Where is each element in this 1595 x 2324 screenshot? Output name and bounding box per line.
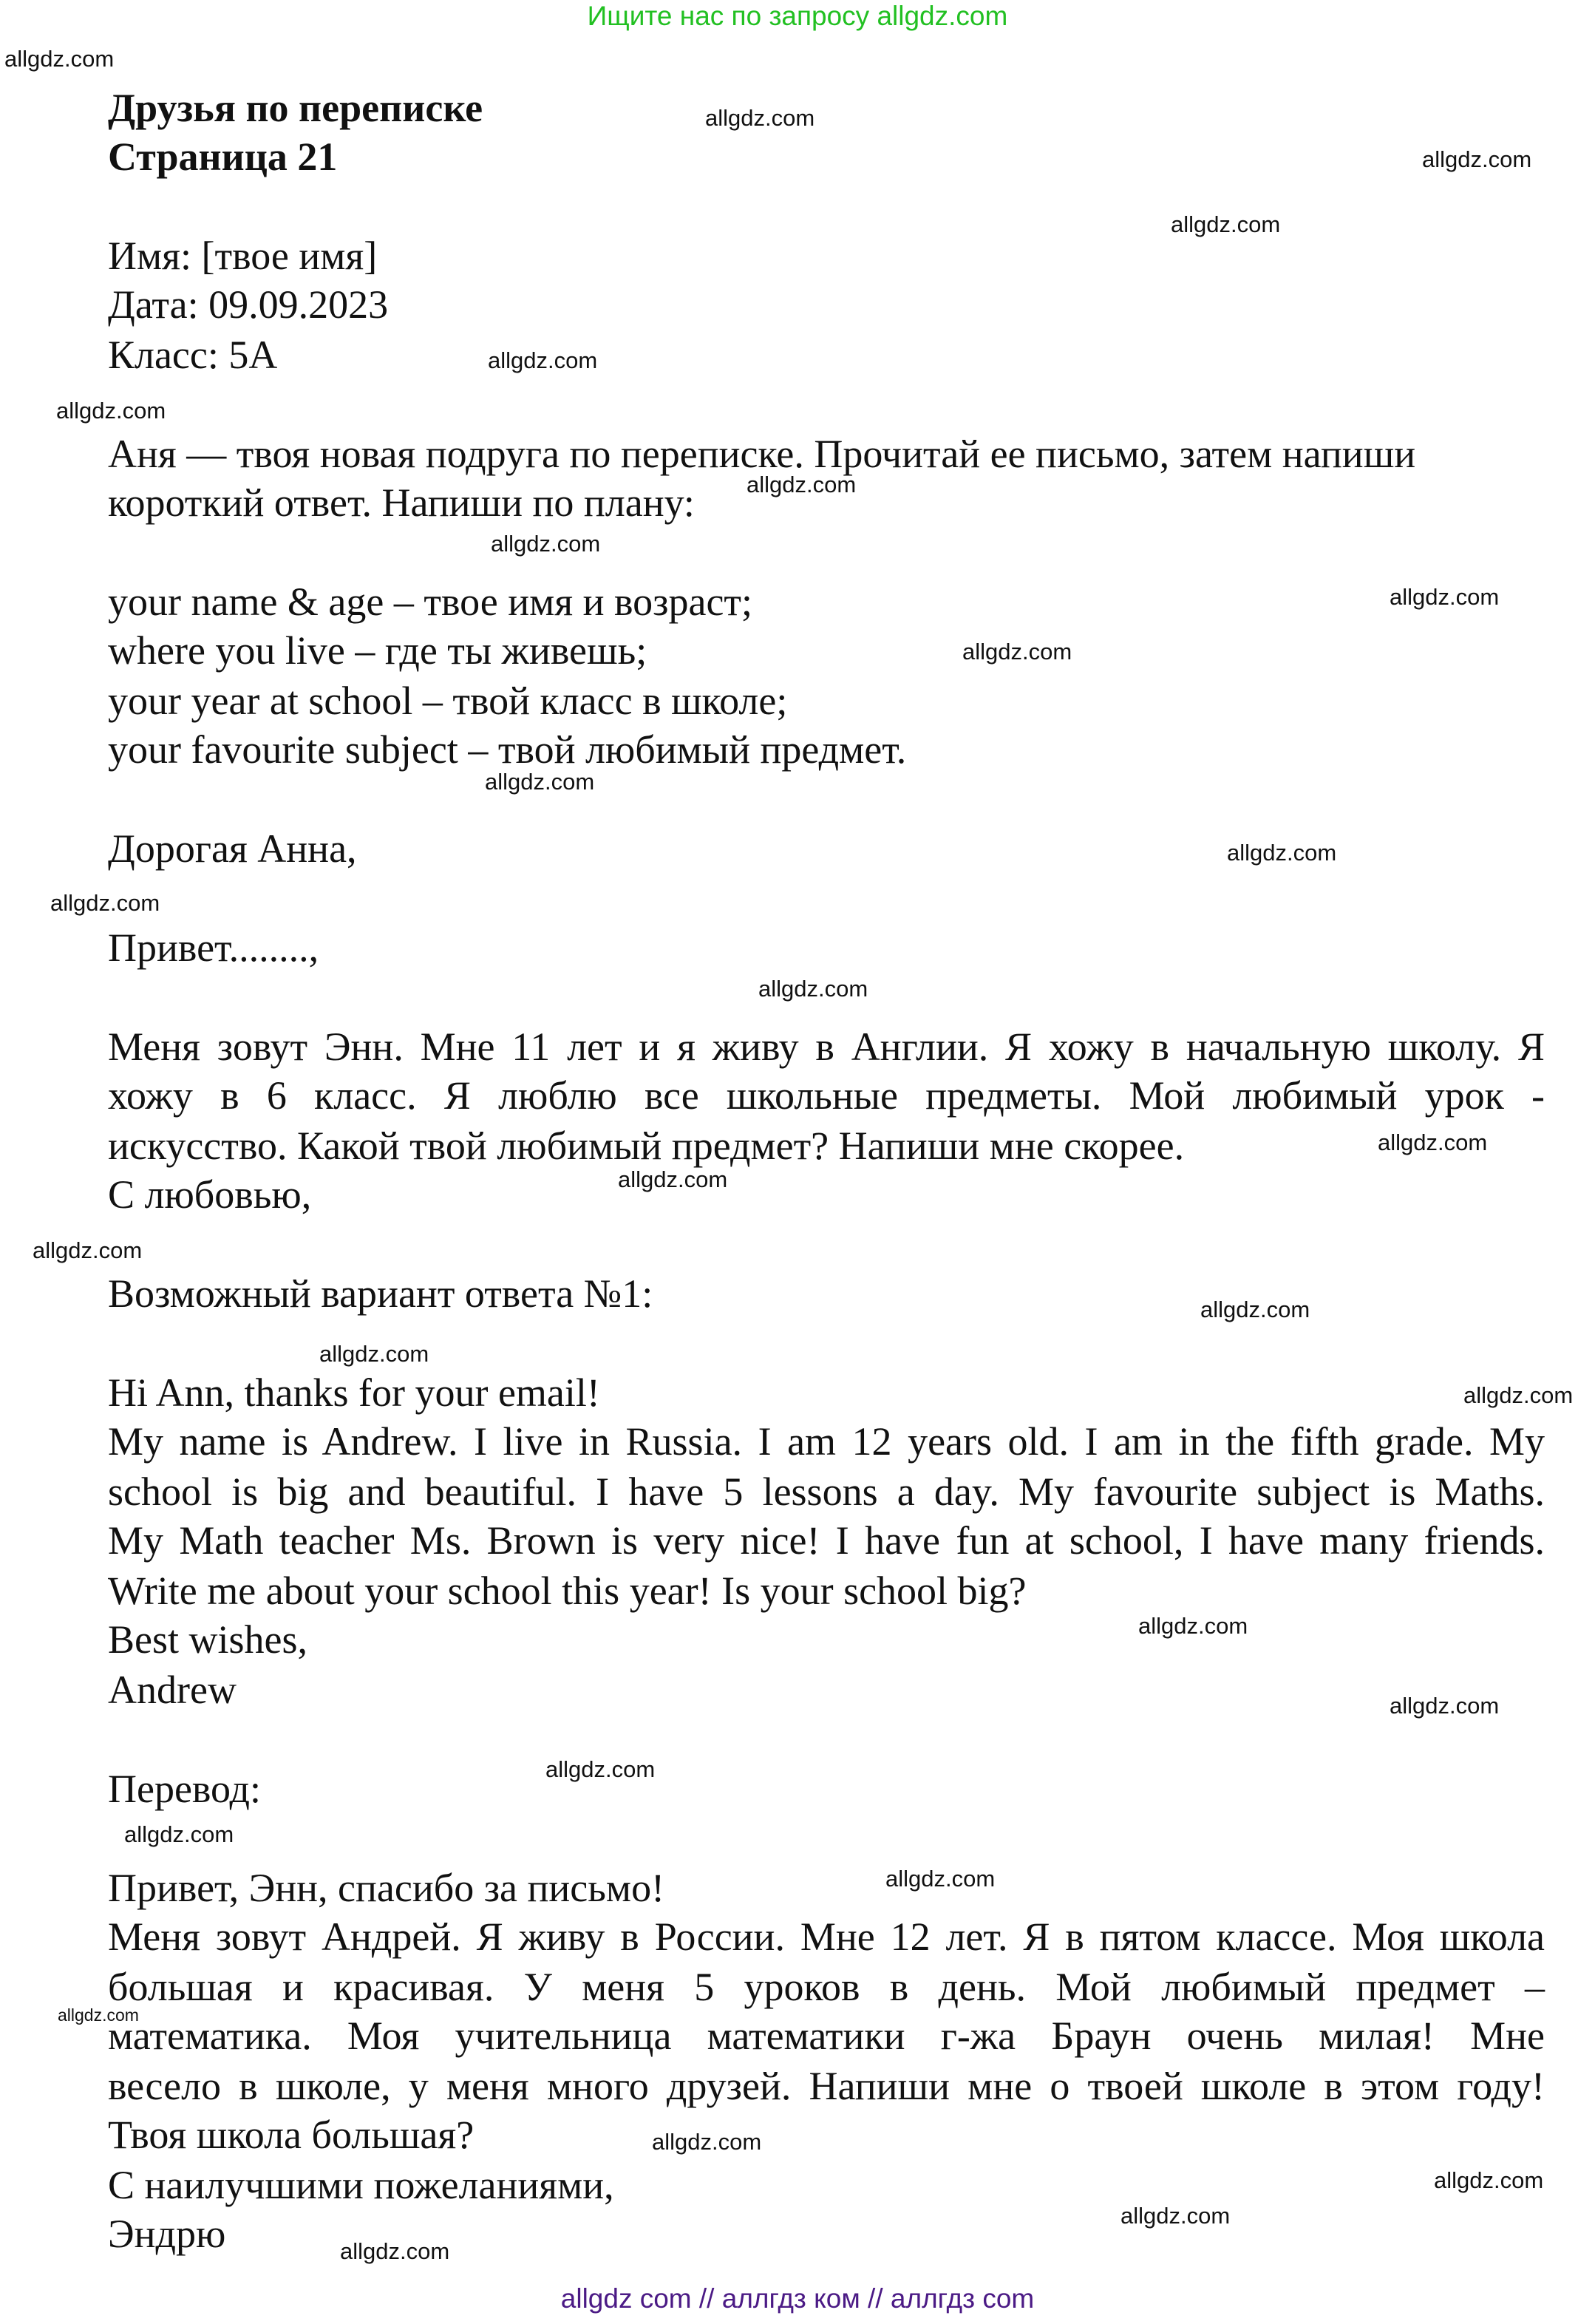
info-name: Имя: [твое имя] xyxy=(108,234,378,278)
translation-line: математика. Моя учительница математики г-жа Браун очень милая! Мне xyxy=(108,2014,1545,2058)
watermark: allgdz.com xyxy=(488,347,598,373)
watermark: allgdz.com xyxy=(747,472,857,497)
letter-hello: Привет........, xyxy=(108,925,319,970)
letter-greeting: Дорогая Анна, xyxy=(108,826,357,871)
watermark: allgdz.com xyxy=(545,1756,656,1782)
watermark: allgdz.com xyxy=(1171,211,1281,237)
watermark: allgdz.com xyxy=(758,976,868,1002)
watermark: allgdz.com xyxy=(885,1866,996,1892)
header-banner[interactable]: Ищите нас по запросу allgdz.com xyxy=(587,1,1008,31)
watermark: allgdz.com xyxy=(1422,146,1532,172)
letter-line: Меня зовут Энн. Мне 11 лет и я живу в Англии. Я хожу в начальную школу. Я xyxy=(108,1025,1545,1069)
answer-line: Write me about your school this year! Is your school big? xyxy=(108,1569,1027,1613)
watermark: allgdz.com xyxy=(1200,1297,1310,1322)
translation-line: Эндрю xyxy=(108,2212,226,2256)
watermark: allgdz.com xyxy=(1138,1613,1248,1639)
plan-item: your year at school – твой класс в школе; xyxy=(108,679,788,723)
info-class: Класс: 5А xyxy=(108,333,278,377)
footer-links[interactable]: allgdz com // аллгдз ком // аллгдз com xyxy=(560,2283,1035,2314)
watermark: allgdz.com xyxy=(652,2129,762,2155)
answer-heading: Возможный вариант ответа №1: xyxy=(108,1271,653,1316)
watermark: allgdz.com xyxy=(50,890,160,916)
watermark: allgdz.com xyxy=(1463,1382,1574,1408)
watermark: allgdz.com xyxy=(962,639,1072,665)
translation-line: весело в школе, у меня много друзей. Напиши мне о твоей школе в этом году! xyxy=(108,2064,1545,2108)
answer-line: school is big and beautiful. I have 5 lessons a day. My favourite subject is Maths. xyxy=(108,1470,1545,1514)
letter-line: хожу в 6 класс. Я люблю все школьные предметы. Мой любимый урок - xyxy=(108,1073,1545,1118)
watermark: allgdz.com xyxy=(491,531,601,557)
plan-item: your name & age – твое имя и возраст; xyxy=(108,580,753,624)
translation-line: Привет, Энн, спасибо за письмо! xyxy=(108,1866,665,1910)
translation-line: Твоя школа большая? xyxy=(108,2113,475,2157)
letter-closing: С любовью, xyxy=(108,1172,312,1217)
task-line: Аня — твоя новая подруга по переписке. Прочитай ее письмо, затем напиши xyxy=(108,432,1416,476)
watermark: allgdz.com xyxy=(485,769,595,795)
watermark: allgdz.com xyxy=(1390,1693,1500,1719)
translation-line: большая и красивая. У меня 5 уроков в день. Мой любимый предмет – xyxy=(108,1965,1545,2009)
answer-line: Andrew xyxy=(108,1668,237,1712)
watermark: allgdz.com xyxy=(4,46,115,72)
document-title: Друзья по переписке xyxy=(108,86,483,130)
info-date: Дата: 09.09.2023 xyxy=(108,282,389,327)
answer-line: Hi Ann, thanks for your email! xyxy=(108,1370,600,1415)
translation-line: С наилучшими пожеланиями, xyxy=(108,2163,614,2207)
watermark: allgdz.com xyxy=(1227,840,1337,866)
watermark: allgdz.com xyxy=(56,398,166,424)
answer-line: My Math teacher Ms. Brown is very nice! I have fun at school, I have many friends. xyxy=(108,1518,1545,1563)
watermark: allgdz.com xyxy=(1390,584,1500,610)
watermark: allgdz.com xyxy=(58,2005,139,2025)
watermark: allgdz.com xyxy=(618,1166,728,1192)
watermark: allgdz.com xyxy=(319,1341,429,1367)
task-line: короткий ответ. Напиши по плану: xyxy=(108,480,695,525)
plan-item: where you live – где ты живешь; xyxy=(108,628,647,673)
watermark: allgdz.com xyxy=(705,105,815,131)
watermark: allgdz.com xyxy=(1120,2203,1231,2229)
translation-heading: Перевод: xyxy=(108,1767,261,1811)
answer-line: My name is Andrew. I live in Russia. I am 12 years old. I am in the fifth grade. My xyxy=(108,1419,1545,1464)
watermark: allgdz.com xyxy=(124,1821,234,1847)
watermark: allgdz.com xyxy=(33,1237,143,1263)
translation-line: Меня зовут Андрей. Я живу в России. Мне 12 лет. Я в пятом классе. Моя школа xyxy=(108,1914,1545,1959)
watermark: allgdz.com xyxy=(1434,2167,1544,2193)
page-number: Страница 21 xyxy=(108,135,338,179)
plan-item: your favourite subject – твой любимый предмет. xyxy=(108,727,907,772)
watermark: allgdz.com xyxy=(340,2238,450,2264)
watermark: allgdz.com xyxy=(1378,1129,1488,1155)
letter-line: искусство. Какой твой любимый предмет? Напиши мне скорее. xyxy=(108,1124,1185,1168)
answer-line: Best wishes, xyxy=(108,1617,307,1662)
